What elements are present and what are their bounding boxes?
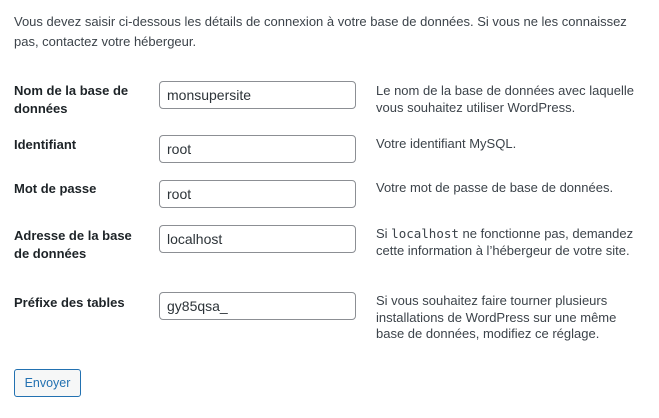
db-host-description-prefix: Si: [376, 226, 392, 241]
password-input[interactable]: [159, 180, 356, 208]
intro-text: Vous devez saisir ci-dessous les détails de connexion à votre base de données. Si vous ne les connaissez pas, contactez votre hébergeur.: [14, 14, 627, 49]
db-host-description-code: localhost: [391, 226, 459, 241]
db-name-label: Nom de la base de données: [14, 83, 129, 116]
username-label: Identifiant: [14, 137, 77, 152]
db-name-input[interactable]: [159, 81, 356, 109]
table-prefix-input[interactable]: [159, 292, 356, 320]
password-label: Mot de passe: [14, 181, 97, 196]
submit-button[interactable]: Envoyer: [14, 369, 81, 397]
db-host-description-suffix: ne fonctionne pas, demandez cette information à l’hébergeur de votre site.: [376, 226, 634, 258]
db-name-description: Le nom de la base de données avec laquelle vous souhaitez utiliser WordPress.: [376, 83, 635, 115]
table-prefix-description: Si vous souhaitez faire tourner plusieurs installations de WordPress sur une même base de données, modifiez ce réglage.: [376, 293, 617, 341]
password-description: Votre mot de passe de base de données.: [376, 180, 614, 195]
username-input[interactable]: [159, 135, 356, 163]
db-host-label: Adresse de la base de données: [14, 228, 132, 261]
username-description: Votre identifiant MySQL.: [376, 136, 517, 151]
db-host-input[interactable]: [159, 225, 356, 253]
table-prefix-label: Préfixe des tables: [14, 295, 125, 310]
db-host-description: [376, 226, 646, 259]
